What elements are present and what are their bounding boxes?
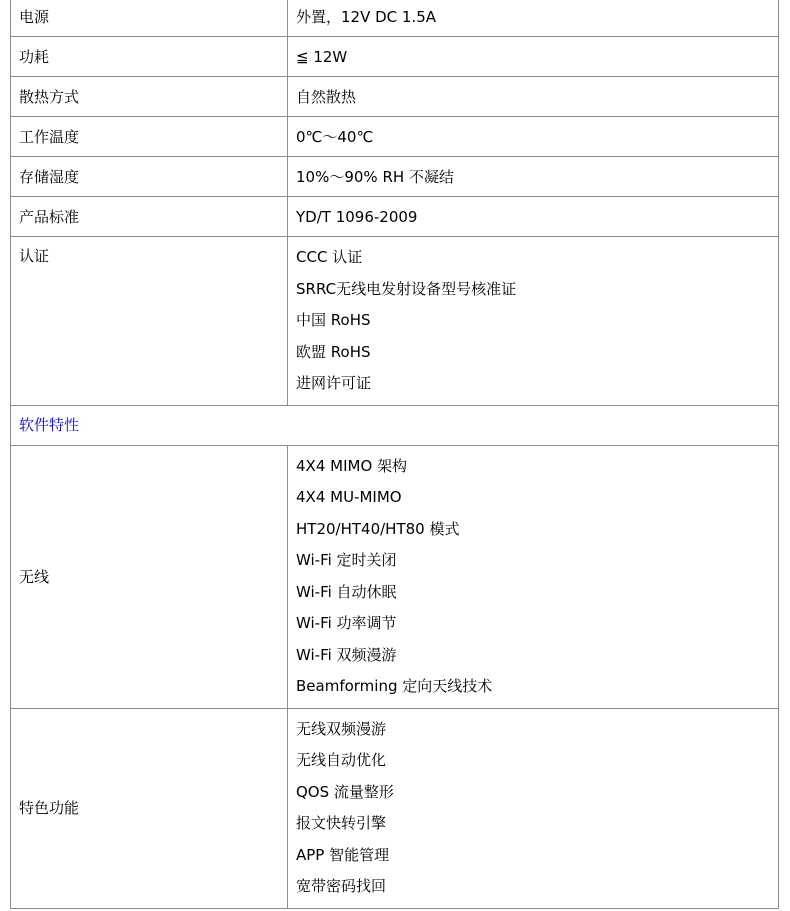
- spec-value: 0℃～40℃: [288, 117, 779, 157]
- wireless-item: 4X4 MIMO 架构: [296, 456, 408, 475]
- spec-row-certification: [11, 237, 779, 406]
- certification-item: 中国 RoHS: [296, 311, 371, 329]
- certification-list: [288, 237, 779, 406]
- wireless-item: HT20/HT40/HT80 模式: [296, 519, 460, 538]
- certification-item: SRRC无线电发射设备型号核准证: [296, 279, 517, 298]
- spec-row-wireless: [11, 445, 779, 708]
- spec-row-features: [11, 708, 779, 908]
- wireless-list: [288, 445, 779, 708]
- software-section-title: 软件特性: [11, 405, 779, 445]
- features-item: 报文快转引擎: [296, 814, 387, 832]
- certification-item: CCC 认证: [296, 248, 363, 266]
- spec-row-operating-temperature: [11, 117, 779, 157]
- certification-item: 欧盟 RoHS: [296, 342, 371, 361]
- wireless-item: Wi-Fi 双频漫游: [296, 645, 397, 664]
- spec-label: 电源: [11, 0, 288, 37]
- features-label: 特色功能: [11, 708, 288, 908]
- spec-value: 外置，12V DC 1.5A: [288, 0, 779, 37]
- spec-label: 存储湿度: [11, 157, 288, 197]
- spec-row-product-standard: [11, 197, 779, 237]
- software-section-row: [11, 405, 779, 445]
- features-item: 宽带密码找回: [296, 877, 387, 895]
- spec-value: 10%～90% RH 不凝结: [288, 157, 779, 197]
- spec-value: 自然散热: [288, 77, 779, 117]
- spec-value: ≦ 12W: [288, 37, 779, 77]
- spec-label: 工作温度: [11, 117, 288, 157]
- features-item: APP 智能管理: [296, 845, 390, 864]
- wireless-item: Wi-Fi 定时关闭: [296, 551, 397, 569]
- spec-label: 产品标准: [11, 197, 288, 237]
- wireless-item: 4X4 MU-MIMO: [296, 488, 402, 506]
- certification-item: 进网许可证: [296, 374, 372, 392]
- features-item: 无线双频漫游: [296, 719, 387, 738]
- spec-row-power-consumption: [11, 37, 779, 77]
- spec-table: [10, 0, 779, 909]
- spec-label: 功耗: [11, 37, 288, 77]
- spec-row-storage-humidity: [11, 157, 779, 197]
- spec-row-cooling: [11, 77, 779, 117]
- spec-table-body: [11, 0, 779, 908]
- spec-value: YD/T 1096-2009: [288, 197, 779, 237]
- wireless-label: 无线: [11, 445, 288, 708]
- spec-label: 散热方式: [11, 77, 288, 117]
- wireless-item: Wi-Fi 功率调节: [296, 614, 397, 632]
- features-item: QOS 流量整形: [296, 782, 394, 801]
- spec-row-power: [11, 0, 779, 37]
- wireless-item: Wi-Fi 自动休眠: [296, 582, 397, 601]
- features-item: 无线自动优化: [296, 751, 387, 769]
- certification-label: 认证: [11, 237, 288, 406]
- features-list: [288, 708, 779, 908]
- wireless-item: Beamforming 定向天线技术: [296, 677, 493, 695]
